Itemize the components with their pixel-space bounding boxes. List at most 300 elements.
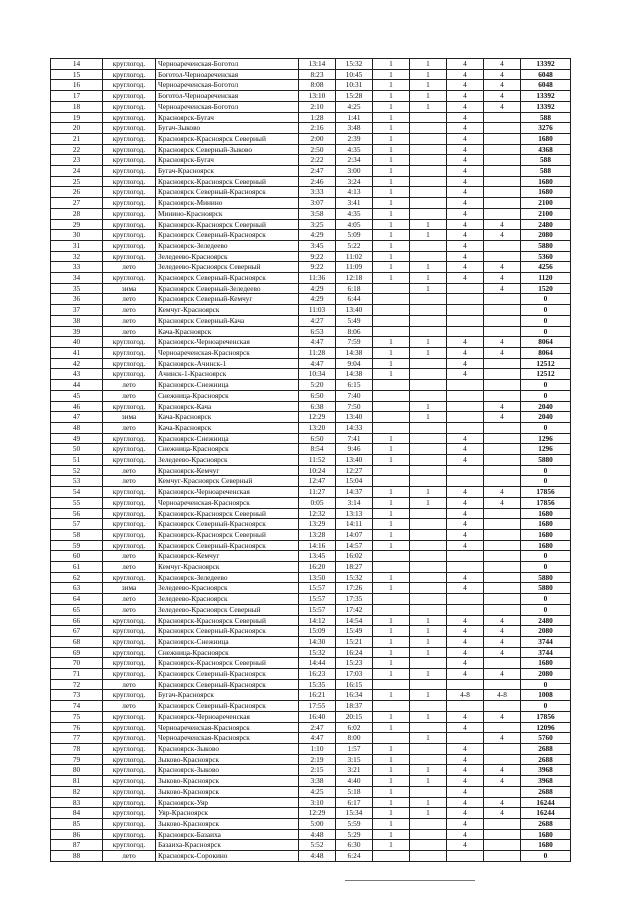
weekend-cars-cell: 4 <box>484 797 521 808</box>
table-row <box>51 433 571 444</box>
route-cell: Снежница-Красноярск <box>156 647 299 658</box>
weekday-cars-cell <box>447 283 484 294</box>
season-cell: круглогод. <box>103 80 156 91</box>
capacity-cell: 588 <box>521 112 571 123</box>
table-row <box>51 604 571 615</box>
weekend-flag-cell: 1 <box>410 80 447 91</box>
weekend-cars-cell <box>484 380 521 391</box>
weekend-cars-cell: 4 <box>484 283 521 294</box>
weekday-cars-cell <box>447 562 484 573</box>
arrival-time-cell: 3:14 <box>336 497 373 508</box>
weekend-flag-cell <box>410 851 447 862</box>
departure-time-cell: 14:44 <box>299 658 336 669</box>
weekday-flag-cell: 1 <box>373 219 410 230</box>
departure-time-cell: 12:29 <box>299 412 336 423</box>
weekday-flag-cell: 1 <box>373 529 410 540</box>
weekday-flag-cell: 1 <box>373 112 410 123</box>
arrival-time-cell: 5:59 <box>336 818 373 829</box>
row-number-cell: 22 <box>51 144 103 155</box>
weekday-flag-cell: 1 <box>373 198 410 209</box>
table-row <box>51 390 571 401</box>
weekend-cars-cell <box>484 390 521 401</box>
weekday-cars-cell: 4 <box>447 337 484 348</box>
row-number-cell: 66 <box>51 615 103 626</box>
weekend-flag-cell <box>410 369 447 380</box>
weekend-flag-cell: 1 <box>410 497 447 508</box>
capacity-cell: 1680 <box>521 187 571 198</box>
weekend-cars-cell <box>484 562 521 573</box>
season-cell: круглогод. <box>103 765 156 776</box>
weekend-flag-cell: 1 <box>410 262 447 273</box>
arrival-time-cell: 15:49 <box>336 626 373 637</box>
weekend-flag-cell <box>410 679 447 690</box>
table-row <box>51 80 571 91</box>
departure-time-cell: 13:28 <box>299 529 336 540</box>
season-cell: круглогод. <box>103 818 156 829</box>
route-cell: Зеледеево-Красноярск Северный <box>156 262 299 273</box>
season-cell: лето <box>103 465 156 476</box>
weekday-cars-cell <box>447 412 484 423</box>
capacity-cell: 0 <box>521 476 571 487</box>
route-cell: Кемчуг-Красноярск <box>156 305 299 316</box>
route-cell: Уяр-Красноярск <box>156 808 299 819</box>
arrival-time-cell: 17:35 <box>336 594 373 605</box>
row-number-cell: 64 <box>51 594 103 605</box>
weekday-cars-cell: 4 <box>447 144 484 155</box>
table-row <box>51 636 571 647</box>
row-number-cell: 43 <box>51 369 103 380</box>
weekend-flag-cell <box>410 123 447 134</box>
weekend-flag-cell: 1 <box>410 401 447 412</box>
departure-time-cell: 15:57 <box>299 604 336 615</box>
weekend-cars-cell <box>484 754 521 765</box>
arrival-time-cell: 18:37 <box>336 701 373 712</box>
season-cell: лето <box>103 701 156 712</box>
table-row <box>51 315 571 326</box>
table-row <box>51 230 571 241</box>
table-row <box>51 808 571 819</box>
weekday-flag-cell: 1 <box>373 615 410 626</box>
table-row <box>51 123 571 134</box>
season-cell: круглогод. <box>103 690 156 701</box>
row-number-cell: 52 <box>51 465 103 476</box>
weekend-flag-cell: 1 <box>410 230 447 241</box>
weekend-cars-cell: 4 <box>484 733 521 744</box>
weekend-cars-cell: 4 <box>484 80 521 91</box>
route-cell: Черноареченская-Боготол <box>156 59 299 70</box>
table-row <box>51 615 571 626</box>
weekend-flag-cell: 1 <box>410 690 447 701</box>
departure-time-cell: 2:15 <box>299 765 336 776</box>
season-cell: круглогод. <box>103 487 156 498</box>
route-cell: Зыково-Красноярск <box>156 818 299 829</box>
weekday-cars-cell: 4 <box>447 91 484 102</box>
table-row <box>51 733 571 744</box>
departure-time-cell: 4:47 <box>299 733 336 744</box>
arrival-time-cell: 15:21 <box>336 636 373 647</box>
weekend-cars-cell: 4 <box>484 69 521 80</box>
weekend-cars-cell <box>484 326 521 337</box>
arrival-time-cell: 6:30 <box>336 840 373 851</box>
capacity-cell: 0 <box>521 294 571 305</box>
table-row <box>51 305 571 316</box>
route-cell: Красноярск Северный-Красноярск <box>156 701 299 712</box>
weekend-cars-cell <box>484 358 521 369</box>
capacity-cell: 5360 <box>521 251 571 262</box>
weekend-cars-cell: 4 <box>484 669 521 680</box>
table-row <box>51 294 571 305</box>
season-cell: круглогод. <box>103 347 156 358</box>
capacity-cell: 12512 <box>521 369 571 380</box>
weekend-flag-cell <box>410 187 447 198</box>
weekend-flag-cell <box>410 465 447 476</box>
row-number-cell: 87 <box>51 840 103 851</box>
departure-time-cell: 4:25 <box>299 786 336 797</box>
weekday-cars-cell: 4 <box>447 176 484 187</box>
weekday-cars-cell: 4 <box>447 80 484 91</box>
capacity-cell: 2040 <box>521 412 571 423</box>
table-row <box>51 144 571 155</box>
table-row <box>51 829 571 840</box>
capacity-cell: 0 <box>521 315 571 326</box>
capacity-cell: 16244 <box>521 797 571 808</box>
weekday-flag-cell <box>373 326 410 337</box>
weekend-flag-cell: 1 <box>410 283 447 294</box>
departure-time-cell: 3:25 <box>299 219 336 230</box>
table-row <box>51 626 571 637</box>
table-row <box>51 401 571 412</box>
season-cell: круглогод. <box>103 444 156 455</box>
weekend-flag-cell <box>410 754 447 765</box>
season-cell: круглогод. <box>103 540 156 551</box>
route-cell: Красноярск-Кача <box>156 401 299 412</box>
weekday-flag-cell <box>373 851 410 862</box>
table-row <box>51 690 571 701</box>
weekday-cars-cell <box>447 851 484 862</box>
route-cell: Красноярск-Черноареченская <box>156 337 299 348</box>
arrival-time-cell: 6:24 <box>336 851 373 862</box>
capacity-cell: 1680 <box>521 508 571 519</box>
weekend-cars-cell <box>484 583 521 594</box>
arrival-time-cell: 5:09 <box>336 230 373 241</box>
route-cell: Красноярск Северный-Кача <box>156 315 299 326</box>
route-cell: Ачинск-1-Красноярск <box>156 369 299 380</box>
weekend-flag-cell: 1 <box>410 797 447 808</box>
departure-time-cell: 15:09 <box>299 626 336 637</box>
route-cell: Красноярск-Красноярск Северный <box>156 176 299 187</box>
row-number-cell: 35 <box>51 283 103 294</box>
weekend-flag-cell: 1 <box>410 808 447 819</box>
arrival-time-cell: 3:24 <box>336 176 373 187</box>
arrival-time-cell: 16:34 <box>336 690 373 701</box>
arrival-time-cell: 3:48 <box>336 123 373 134</box>
season-cell: круглогод. <box>103 669 156 680</box>
season-cell: круглогод. <box>103 230 156 241</box>
season-cell: круглогод. <box>103 647 156 658</box>
departure-time-cell: 12:32 <box>299 508 336 519</box>
weekday-flag-cell <box>373 401 410 412</box>
season-cell: круглогод. <box>103 754 156 765</box>
arrival-time-cell: 17:42 <box>336 604 373 615</box>
capacity-cell: 12512 <box>521 358 571 369</box>
season-cell: лето <box>103 305 156 316</box>
weekend-cars-cell <box>484 176 521 187</box>
weekend-cars-cell <box>484 551 521 562</box>
weekend-cars-cell <box>484 840 521 851</box>
weekday-cars-cell: 4 <box>447 615 484 626</box>
row-number-cell: 71 <box>51 669 103 680</box>
table-row <box>51 69 571 80</box>
weekday-flag-cell: 1 <box>373 166 410 177</box>
table-row <box>51 240 571 251</box>
weekend-cars-cell <box>484 540 521 551</box>
table-row <box>51 101 571 112</box>
weekend-cars-cell: 4 <box>484 765 521 776</box>
weekday-flag-cell: 1 <box>373 369 410 380</box>
weekday-flag-cell: 1 <box>373 358 410 369</box>
season-cell: круглогод. <box>103 133 156 144</box>
season-cell: круглогод. <box>103 337 156 348</box>
weekday-cars-cell: 4 <box>447 166 484 177</box>
departure-time-cell: 14:16 <box>299 540 336 551</box>
arrival-time-cell: 14:38 <box>336 369 373 380</box>
weekday-cars-cell <box>447 315 484 326</box>
row-number-cell: 15 <box>51 69 103 80</box>
table-row <box>51 112 571 123</box>
weekday-flag-cell: 1 <box>373 59 410 70</box>
weekday-flag-cell: 1 <box>373 786 410 797</box>
weekend-flag-cell <box>410 155 447 166</box>
row-number-cell: 20 <box>51 123 103 134</box>
weekday-flag-cell: 1 <box>373 658 410 669</box>
capacity-cell: 2080 <box>521 626 571 637</box>
table-row <box>51 786 571 797</box>
row-number-cell: 28 <box>51 208 103 219</box>
route-cell: Кача-Красноярск <box>156 326 299 337</box>
route-cell: Черноареченская-Красноярск <box>156 347 299 358</box>
row-number-cell: 47 <box>51 412 103 423</box>
arrival-time-cell: 13:13 <box>336 508 373 519</box>
weekend-cars-cell <box>484 123 521 134</box>
departure-time-cell: 3:45 <box>299 240 336 251</box>
arrival-time-cell: 18:27 <box>336 562 373 573</box>
weekend-cars-cell <box>484 594 521 605</box>
weekend-cars-cell <box>484 198 521 209</box>
table-row <box>51 776 571 787</box>
season-cell: круглогод. <box>103 797 156 808</box>
table-row <box>51 594 571 605</box>
weekday-cars-cell: 4 <box>447 133 484 144</box>
table-row <box>51 572 571 583</box>
capacity-cell: 0 <box>521 305 571 316</box>
route-cell: Красноярск-Бугач <box>156 112 299 123</box>
departure-time-cell: 8:08 <box>299 80 336 91</box>
weekend-flag-cell <box>410 251 447 262</box>
weekend-flag-cell: 1 <box>410 776 447 787</box>
capacity-cell: 0 <box>521 380 571 391</box>
weekend-cars-cell: 4 <box>484 337 521 348</box>
row-number-cell: 19 <box>51 112 103 123</box>
table-row <box>51 658 571 669</box>
arrival-time-cell: 14:54 <box>336 615 373 626</box>
arrival-time-cell: 1:41 <box>336 112 373 123</box>
season-cell: круглогод. <box>103 176 156 187</box>
weekday-flag-cell <box>373 283 410 294</box>
weekday-flag-cell: 1 <box>373 123 410 134</box>
weekend-cars-cell <box>484 133 521 144</box>
weekend-cars-cell <box>484 679 521 690</box>
weekday-cars-cell: 4 <box>447 487 484 498</box>
route-cell: Красноярск-Красноярск Северный <box>156 529 299 540</box>
arrival-time-cell: 14:57 <box>336 540 373 551</box>
arrival-time-cell: 4:25 <box>336 101 373 112</box>
capacity-cell: 2688 <box>521 818 571 829</box>
weekday-cars-cell: 4 <box>447 711 484 722</box>
route-cell: Зеледеево-Красноярск <box>156 594 299 605</box>
capacity-cell: 8064 <box>521 347 571 358</box>
route-cell: Красноярск-Красноярск Северный <box>156 508 299 519</box>
weekend-cars-cell <box>484 294 521 305</box>
departure-time-cell: 2:50 <box>299 144 336 155</box>
capacity-cell: 6048 <box>521 69 571 80</box>
table-row <box>51 765 571 776</box>
weekday-flag-cell: 1 <box>373 455 410 466</box>
capacity-cell: 3276 <box>521 123 571 134</box>
row-number-cell: 50 <box>51 444 103 455</box>
arrival-time-cell: 15:04 <box>336 476 373 487</box>
weekend-flag-cell <box>410 818 447 829</box>
arrival-time-cell: 1:57 <box>336 744 373 755</box>
season-cell: круглогод. <box>103 497 156 508</box>
route-cell: Красноярск-Снежница <box>156 380 299 391</box>
weekday-cars-cell: 4 <box>447 187 484 198</box>
capacity-cell: 4368 <box>521 144 571 155</box>
weekend-cars-cell <box>484 112 521 123</box>
arrival-time-cell: 15:28 <box>336 91 373 102</box>
season-cell: круглогод. <box>103 658 156 669</box>
weekend-flag-cell <box>410 540 447 551</box>
weekend-flag-cell <box>410 240 447 251</box>
departure-time-cell: 2:10 <box>299 101 336 112</box>
season-cell: круглогод. <box>103 144 156 155</box>
weekday-flag-cell: 1 <box>373 669 410 680</box>
weekend-flag-cell <box>410 444 447 455</box>
departure-time-cell: 10:24 <box>299 465 336 476</box>
row-number-cell: 74 <box>51 701 103 712</box>
departure-time-cell: 2:46 <box>299 176 336 187</box>
weekend-cars-cell <box>484 433 521 444</box>
departure-time-cell: 2:19 <box>299 754 336 765</box>
table-row <box>51 840 571 851</box>
route-cell: Красноярск-Базаиха <box>156 829 299 840</box>
capacity-cell: 0 <box>521 562 571 573</box>
row-number-cell: 27 <box>51 198 103 209</box>
season-cell: круглогод. <box>103 508 156 519</box>
weekday-cars-cell: 4 <box>447 722 484 733</box>
row-number-cell: 37 <box>51 305 103 316</box>
season-cell: лето <box>103 679 156 690</box>
arrival-time-cell: 4:35 <box>336 208 373 219</box>
weekday-flag-cell: 1 <box>373 187 410 198</box>
table-row <box>51 176 571 187</box>
weekend-cars-cell: 4 <box>484 615 521 626</box>
row-number-cell: 69 <box>51 647 103 658</box>
arrival-time-cell: 3:41 <box>336 198 373 209</box>
departure-time-cell: 5:52 <box>299 840 336 851</box>
route-cell: Бугач-Красноярск <box>156 166 299 177</box>
weekday-flag-cell: 1 <box>373 487 410 498</box>
weekend-flag-cell: 1 <box>410 412 447 423</box>
route-cell: Красноярск-Бугач <box>156 155 299 166</box>
table-row <box>51 701 571 712</box>
weekend-cars-cell <box>484 851 521 862</box>
weekday-cars-cell: 4 <box>447 69 484 80</box>
weekend-cars-cell <box>484 508 521 519</box>
weekday-cars-cell: 4 <box>447 818 484 829</box>
arrival-time-cell: 8:00 <box>336 733 373 744</box>
capacity-cell: 1680 <box>521 658 571 669</box>
arrival-time-cell: 4:05 <box>336 219 373 230</box>
departure-time-cell: 4:29 <box>299 230 336 241</box>
season-cell: круглогод. <box>103 711 156 722</box>
departure-time-cell: 6:38 <box>299 401 336 412</box>
weekend-cars-cell: 4 <box>484 808 521 819</box>
weekend-flag-cell: 1 <box>410 347 447 358</box>
weekday-flag-cell: 1 <box>373 347 410 358</box>
route-cell: Красноярск-Минино <box>156 198 299 209</box>
weekday-cars-cell: 4 <box>447 508 484 519</box>
arrival-time-cell: 4:13 <box>336 187 373 198</box>
row-number-cell: 33 <box>51 262 103 273</box>
weekday-flag-cell: 1 <box>373 91 410 102</box>
row-number-cell: 40 <box>51 337 103 348</box>
season-cell: круглогод. <box>103 273 156 284</box>
table-row <box>51 422 571 433</box>
route-cell: Боготол-Черноареченская <box>156 69 299 80</box>
departure-time-cell: 16:21 <box>299 690 336 701</box>
weekday-cars-cell: 4 <box>447 198 484 209</box>
route-cell: Зеледеево-Красноярск Северный <box>156 604 299 615</box>
weekend-cars-cell <box>484 369 521 380</box>
weekday-cars-cell <box>447 326 484 337</box>
weekday-flag-cell: 1 <box>373 273 410 284</box>
route-cell: Красноярск-Черноареченская <box>156 711 299 722</box>
arrival-time-cell: 12:27 <box>336 465 373 476</box>
weekend-cars-cell: 4-8 <box>484 690 521 701</box>
weekday-flag-cell: 1 <box>373 711 410 722</box>
table-row <box>51 347 571 358</box>
row-number-cell: 57 <box>51 519 103 530</box>
season-cell: круглогод. <box>103 155 156 166</box>
capacity-cell: 1680 <box>521 529 571 540</box>
weekend-flag-cell <box>410 198 447 209</box>
capacity-cell: 3968 <box>521 765 571 776</box>
weekday-flag-cell: 1 <box>373 765 410 776</box>
arrival-time-cell: 20:15 <box>336 711 373 722</box>
season-cell: круглогод. <box>103 722 156 733</box>
weekend-flag-cell <box>410 840 447 851</box>
weekday-cars-cell: 4 <box>447 754 484 765</box>
season-cell: круглогод. <box>103 123 156 134</box>
row-number-cell: 21 <box>51 133 103 144</box>
capacity-cell: 0 <box>521 422 571 433</box>
arrival-time-cell: 6:02 <box>336 722 373 733</box>
row-number-cell: 73 <box>51 690 103 701</box>
weekend-cars-cell: 4 <box>484 401 521 412</box>
weekday-cars-cell: 4 <box>447 669 484 680</box>
weekday-cars-cell <box>447 476 484 487</box>
weekend-cars-cell <box>484 305 521 316</box>
